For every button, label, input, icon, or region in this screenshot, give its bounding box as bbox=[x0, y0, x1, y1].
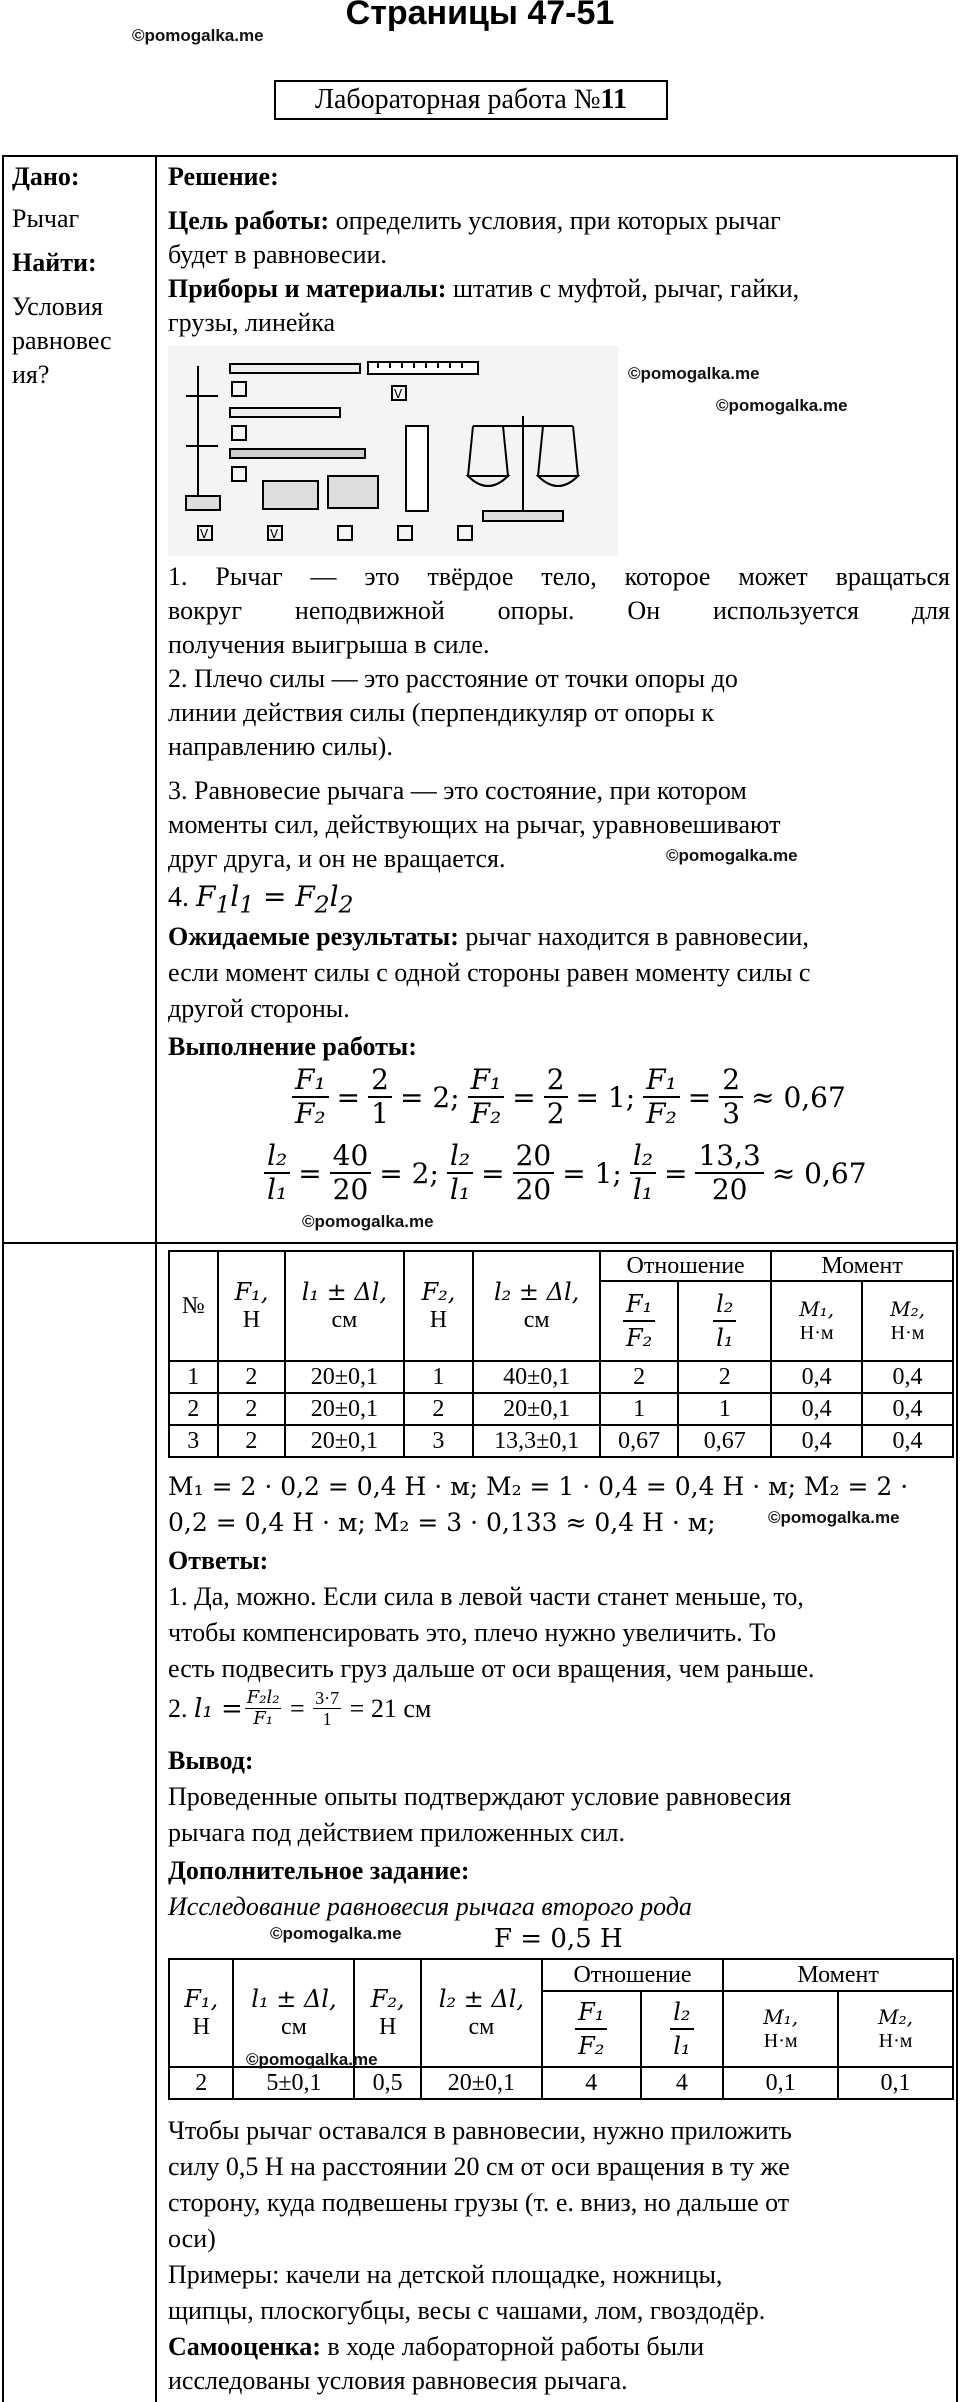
answers-label: Ответы: bbox=[168, 1546, 269, 1575]
goal-line-1 bbox=[168, 204, 950, 238]
given-label: Дано: bbox=[12, 162, 80, 191]
table-row: 3 2 20±0,1 3 13,3±0,1 0,67 0,67 0,4 0,4 bbox=[169, 1425, 953, 1457]
checkmark-1: V bbox=[394, 387, 403, 401]
find-value-3: ия? bbox=[12, 360, 50, 389]
formula-prefix: 4. bbox=[168, 882, 189, 913]
self-assessment-label: Самооценка: bbox=[168, 2332, 321, 2361]
results-table bbox=[168, 1250, 954, 1458]
ratio-1-3: $\frac{\text{F₁}}{\text{F₂}}$ bbox=[643, 1064, 680, 1130]
watermark: ©pomogalka.me bbox=[270, 1924, 402, 1943]
theory-line-1: 1. Рычаг — это твёрдое тело, которое может вращаться bbox=[168, 562, 950, 591]
watermark: ©pomogalka.me bbox=[246, 2050, 378, 2069]
header-ratio-l: $\frac{\text{l₂}}{\text{l₁}}$ bbox=[678, 1281, 771, 1361]
find-value-1: Условия bbox=[12, 292, 103, 321]
lab-title-prefix: Лабораторная работа № bbox=[314, 84, 601, 115]
ratio-1-1-values: $\frac{2}{1}$ bbox=[368, 1064, 392, 1130]
watermark: ©pomogalka.me bbox=[302, 1212, 434, 1231]
table-row: 2 5±0,1 0,5 20±0,1 4 4 0,1 0,1 bbox=[169, 2067, 953, 2099]
lever-formula: $F_1l_1 = F_2l_2$ bbox=[196, 880, 354, 919]
expected-text: рычаг находится в равновесии, bbox=[465, 922, 809, 951]
header-f1: F₁, Н bbox=[218, 1251, 286, 1361]
solution-label: Решение: bbox=[168, 162, 279, 191]
ratio-2-2: $\frac{\text{l₂}}{\text{l₁}}$ bbox=[447, 1140, 473, 1206]
answer-2: 2. l₁ = $\frac{\text{F₂l₂}}{\text{F₁}}$ = $\frac{3\cdot 7}{1}$ = 21 см bbox=[168, 1687, 432, 1729]
ratio-line-2: $\frac{\text{l₂}}{\text{l₁}}$ = $\frac{40}{20}$ = 2; $\frac{\text{l₂}}{\text{l₁}}$ = $\frac{20}{20}$ = 1; $\frac{\text{l₂}}{\text{l₁}}$ = $\frac{13,3}{20}$ ≈ 0,67 bbox=[262, 1140, 873, 1206]
header-f2: F₂, Н bbox=[404, 1251, 474, 1361]
extra-line-3: сторону, куда подвешены грузы (т. е. вниз, но дальше от bbox=[168, 2188, 790, 2217]
execution-label: Выполнение работы: bbox=[168, 1032, 417, 1061]
given-value: Рычаг bbox=[12, 204, 80, 233]
theory-line-3: получения выигрыша в силе. bbox=[168, 630, 490, 659]
theory-line-5: линии действия силы (перпендикуляр от опоры к bbox=[168, 698, 714, 727]
ratio-2-2-values: $\frac{20}{20}$ bbox=[513, 1140, 555, 1206]
materials-line-1 bbox=[168, 272, 950, 306]
materials-line-2: грузы, линейка bbox=[168, 308, 336, 337]
self-assessment-line-2: исследованы условия равновесия рычага. bbox=[168, 2366, 628, 2395]
header-ratio: Отношение bbox=[600, 1251, 771, 1281]
conclusion-label: Вывод: bbox=[168, 1746, 254, 1775]
theory-line-9: друг друга, и он не вращается. bbox=[168, 844, 506, 873]
materials-text: штатив с муфтой, рычаг, гайки, bbox=[452, 274, 800, 303]
header-f2: F₂, Н bbox=[354, 1959, 421, 2067]
header-moment: Момент bbox=[771, 1251, 953, 1281]
lab-number: 11 bbox=[600, 84, 628, 115]
watermark: ©pomogalka.me bbox=[716, 396, 848, 415]
ratio-2-1-values: $\frac{40}{20}$ bbox=[330, 1140, 372, 1206]
extra-line-4: оси) bbox=[168, 2224, 216, 2253]
equipment-illustration bbox=[168, 346, 618, 556]
header-l2: l₂ ± Δl, см bbox=[473, 1251, 600, 1361]
theory-line-8: моменты сил, действующих на рычаг, уравновешивают bbox=[168, 810, 781, 839]
watermark: ©pomogalka.me bbox=[768, 1508, 900, 1527]
checkmark-2: V bbox=[200, 527, 209, 541]
self-assessment-text: в ходе лабораторной работы были bbox=[327, 2332, 704, 2361]
goal-text: определить условия, при которых рычаг bbox=[335, 206, 781, 235]
answer-line-1: 1. Да, можно. Если сила в левой части станет меньше, то, bbox=[168, 1582, 804, 1611]
header-f1: F₁, Н bbox=[169, 1959, 233, 2067]
expected-line-2: если момент силы с одной стороны равен моменту силы с bbox=[168, 958, 811, 987]
header-m1: M₁, Н·м bbox=[771, 1281, 862, 1361]
moments-line-2: 0,2 = 0,4 Н · м; M₂ = 3 · 0,133 ≈ 0,4 Н · м; bbox=[168, 1508, 716, 1537]
ratio-line-1: $\frac{\text{F₁}}{\text{F₂}}$ = $\frac{2}{1}$ = 2; $\frac{\text{F₁}}{\text{F₂}}$ = $\frac{2}{2}$ = 1; $\frac{\text{F₁}}{\text{F₂}}$ = $\frac{2}{3}$ ≈ 0,67 bbox=[290, 1064, 852, 1130]
expected-line-1 bbox=[168, 920, 950, 954]
table-left-border bbox=[2, 155, 4, 2402]
expected-label: Ожидаемые результаты: bbox=[168, 922, 459, 951]
header-num: № bbox=[169, 1251, 218, 1361]
answer-line-2: чтобы компенсировать это, плечо нужно увеличить. То bbox=[168, 1618, 777, 1647]
ratio-2-3-values: $\frac{13,3}{20}$ bbox=[695, 1140, 763, 1206]
moments-line-1: M₁ = 2 · 0,2 = 0,4 Н · м; M₂ = 1 · 0,4 = 0,4 Н · м; M₂ = 2 · bbox=[168, 1472, 909, 1501]
header-m2: M₂, Н·м bbox=[838, 1991, 953, 2067]
extra-table bbox=[168, 1958, 954, 2100]
conclusion-line-2: рычага под действием приложенных сил. bbox=[168, 1818, 625, 1847]
theory-line-2: вокруг неподвижной опоры. Он используется для bbox=[168, 596, 950, 625]
conclusion-line-1: Проведенные опыты подтверждают условие равновесия bbox=[168, 1782, 792, 1811]
extra-line-5: Примеры: качели на детской площадке, ножницы, bbox=[168, 2260, 723, 2289]
watermark: ©pomogalka.me bbox=[132, 26, 264, 45]
ratio-1-2-values: $\frac{2}{2}$ bbox=[544, 1064, 568, 1130]
column-divider bbox=[155, 155, 157, 2402]
header-ratio-f: $\frac{\text{F₁}}{\text{F₂}}$ bbox=[600, 1281, 678, 1361]
ratio-1-3-values: $\frac{2}{3}$ bbox=[719, 1064, 743, 1130]
ratio-1-1: $\frac{\text{F₁}}{\text{F₂}}$ bbox=[292, 1064, 329, 1130]
theory-line-6: направлению силы). bbox=[168, 732, 393, 761]
self-assessment-line-1 bbox=[168, 2330, 950, 2364]
theory-line-7: 3. Равновесие рычага — это состояние, при котором bbox=[168, 776, 747, 805]
find-value-2: равновес bbox=[12, 326, 112, 355]
equipment-drawing bbox=[168, 346, 618, 556]
goal-label: Цель работы: bbox=[168, 206, 330, 235]
table-row: 1 2 20±0,1 1 40±0,1 2 2 0,4 0,4 bbox=[169, 1361, 953, 1393]
header-l2: l₂ ± Δl, см bbox=[421, 1959, 542, 2067]
header-m1: M₁, Н·м bbox=[723, 1991, 838, 2067]
goal-line-2: будет в равновесии. bbox=[168, 240, 387, 269]
extra-subtitle: Исследование равновесия рычага второго рода bbox=[168, 1892, 692, 1921]
header-ratio-l: $\frac{\text{l₂}}{\text{l₁}}$ bbox=[641, 1991, 724, 2067]
header-l1: l₁ ± Δl, см bbox=[233, 1959, 354, 2067]
header-ratio-f: $\frac{\text{F₁}}{\text{F₂}}$ bbox=[542, 1991, 641, 2067]
table-top-border bbox=[2, 155, 958, 157]
theory-line-4: 2. Плечо силы — это расстояние от точки опоры до bbox=[168, 664, 738, 693]
extra-force: F = 0,5 Н bbox=[494, 1924, 623, 1954]
checkmark-3: V bbox=[270, 527, 279, 541]
header-ratio: Отношение bbox=[542, 1959, 723, 1991]
expected-line-3: другой стороны. bbox=[168, 994, 350, 1023]
page-title: Страницы 47-51 bbox=[345, 0, 615, 32]
watermark: ©pomogalka.me bbox=[628, 364, 760, 383]
table-right-border bbox=[956, 155, 958, 2402]
answer-line-3: есть подвесить груз дальше от оси вращения, чем раньше. bbox=[168, 1654, 815, 1683]
ratio-1-2: $\frac{\text{F₁}}{\text{F₂}}$ bbox=[468, 1064, 505, 1130]
lab-title bbox=[274, 80, 668, 120]
header-l1: l₁ ± Δl, см bbox=[285, 1251, 403, 1361]
formula-line bbox=[168, 880, 950, 922]
materials-label: Приборы и материалы: bbox=[168, 274, 447, 303]
ratio-2-1: $\frac{\text{l₂}}{\text{l₁}}$ bbox=[264, 1140, 290, 1206]
extra-line-6: щипцы, плоскогубцы, весы с чашами, лом, гвоздодёр. bbox=[168, 2296, 766, 2325]
ratio-2-3: $\frac{\text{l₂}}{\text{l₁}}$ bbox=[630, 1140, 656, 1206]
row-divider bbox=[2, 1242, 958, 1244]
watermark: ©pomogalka.me bbox=[666, 846, 798, 865]
header-m2: M₂, Н·м bbox=[862, 1281, 953, 1361]
extra-line-1: Чтобы рычаг оставался в равновесии, нужно приложить bbox=[168, 2116, 792, 2145]
header-moment: Момент bbox=[723, 1959, 953, 1991]
table-row: 2 2 20±0,1 2 20±0,1 1 1 0,4 0,4 bbox=[169, 1393, 953, 1425]
extra-line-2: силу 0,5 Н на расстоянии 20 см от оси вращения в ту же bbox=[168, 2152, 790, 2181]
extra-label: Дополнительное задание: bbox=[168, 1856, 470, 1885]
find-label: Найти: bbox=[12, 248, 97, 277]
